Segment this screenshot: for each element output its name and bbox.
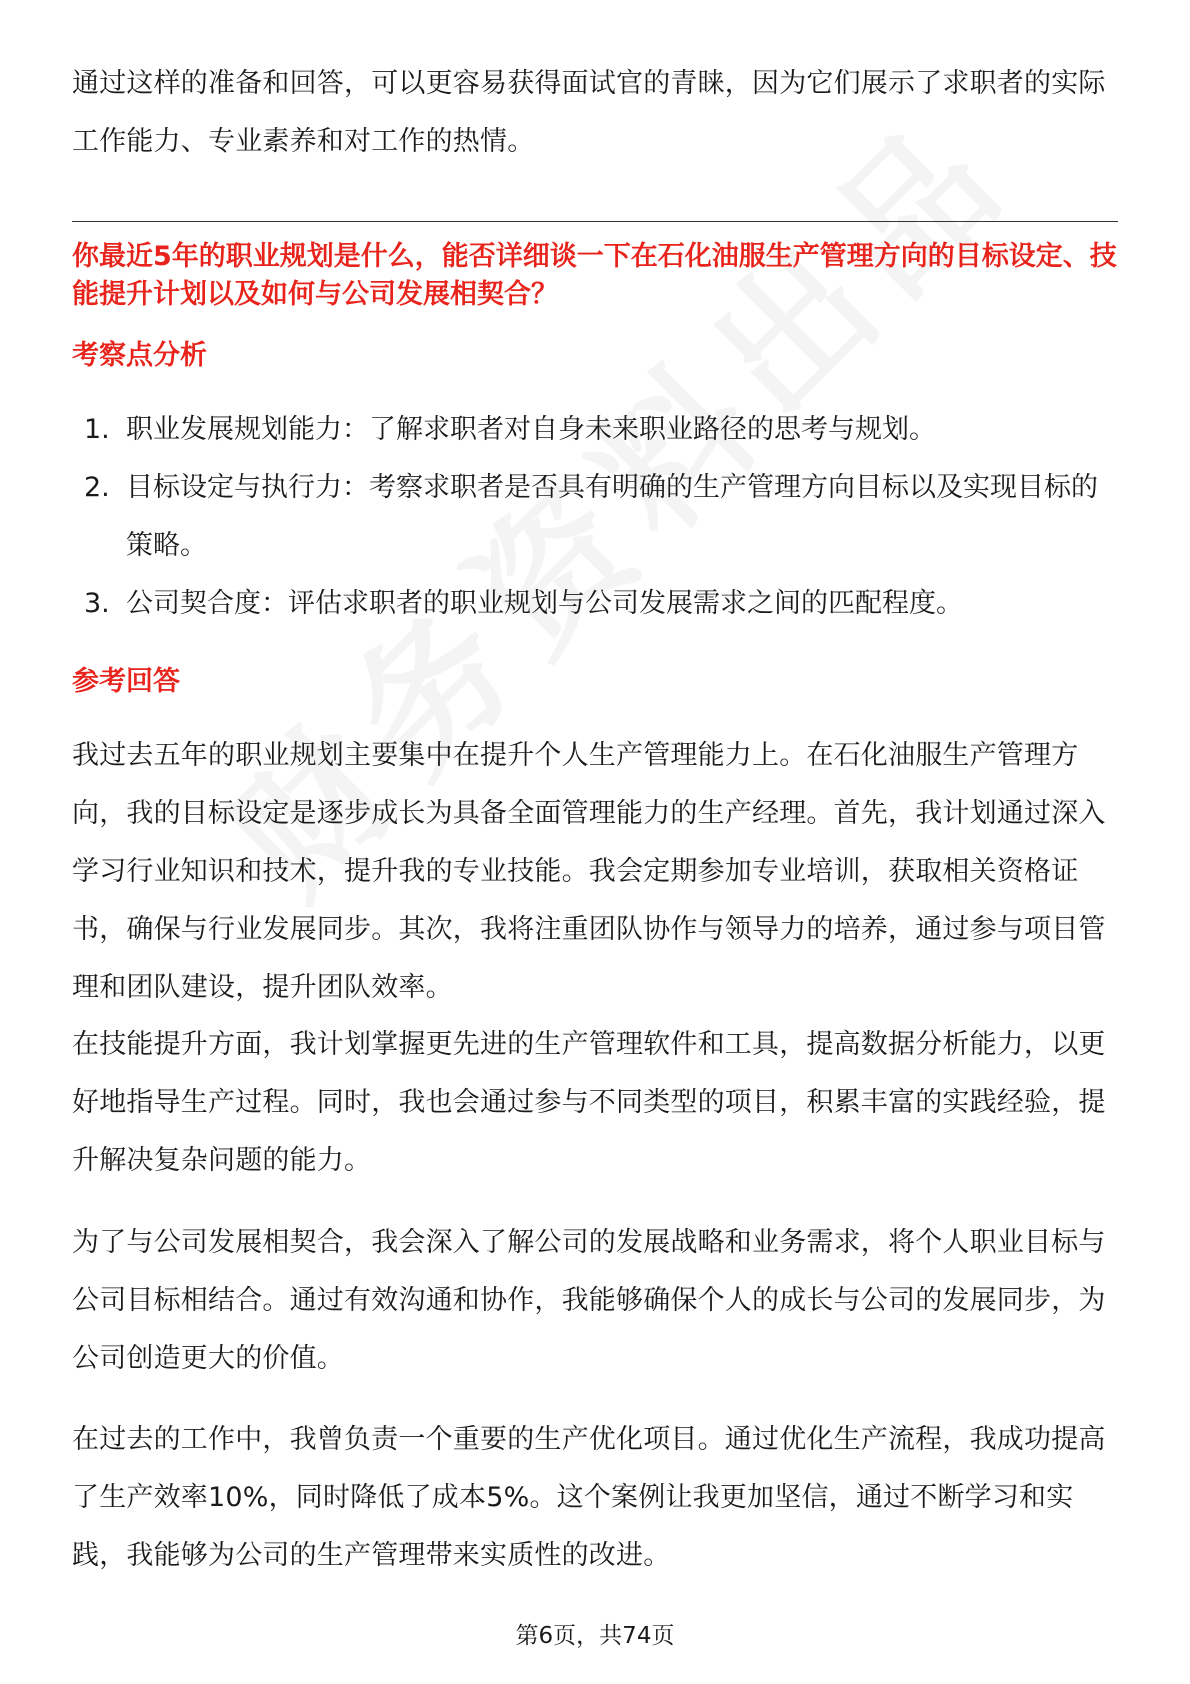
list-item-text: 职业发展规划能力：了解求职者对自身未来职业路径的思考与规划。: [126, 414, 936, 445]
analysis-title: 考察点分析: [72, 340, 207, 371]
list-item-text: 公司契合度：评估求职者的职业规划与公司发展需求之间的匹配程度。: [126, 588, 963, 619]
list-item: [72, 575, 1118, 633]
document-page: [72, 0, 1118, 1684]
section-divider: [72, 221, 1118, 222]
list-item: [72, 459, 1118, 575]
analysis-list: [72, 401, 1118, 633]
question-heading: 你最近5年的职业规划是什么，能否详细谈一下在石化油服生产管理方向的目标设定、技能提升计划以及如何与公司发展相契合？: [72, 241, 1117, 310]
answer-paragraph: 在过去的工作中，我曾负责一个重要的生产优化项目。通过优化生产流程，我成功提高了生产效率10%，同时降低了成本5%。这个案例让我更加坚信，通过不断学习和实践，我能够为公司的生产管理带来实质性的改进。: [72, 1424, 1106, 1571]
answer-paragraph: 我过去五年的职业规划主要集中在提升个人生产管理能力上。在石化油服生产管理方向，我的目标设定是逐步成长为具备全面管理能力的生产经理。首先，我计划通过深入学习行业知识和技术，提升我的专业技能。我会定期参加专业培训，获取相关资格证书，确保与行业发展同步。其次，我将注重团队协作与领导力的培养，通过参与项目管理和团队建设，提升团队效率。: [72, 740, 1106, 1003]
list-item: [72, 401, 1118, 459]
list-item-number: 2.: [84, 472, 110, 503]
list-item-text: 目标设定与执行力：考察求职者是否具有明确的生产管理方向目标以及实现目标的策略。: [126, 472, 1098, 561]
answer-title: 参考回答: [72, 666, 180, 697]
answer-paragraph: 在技能提升方面，我计划掌握更先进的生产管理软件和工具，提高数据分析能力，以更好地指导生产过程。同时，我也会通过参与不同类型的项目，积累丰富的实践经验，提升解决复杂问题的能力。: [72, 1029, 1106, 1176]
list-item-number: 3.: [84, 588, 110, 619]
list-item-number: 1.: [84, 414, 110, 445]
page-footer: 第6页，共74页: [515, 1623, 675, 1649]
intro-paragraph: 通过这样的准备和回答，可以更容易获得面试官的青睐，因为它们展示了求职者的实际工作能力、专业素养和对工作的热情。: [72, 68, 1106, 157]
answer-paragraph: 为了与公司发展相契合，我会深入了解公司的发展战略和业务需求，将个人职业目标与公司目标相结合。通过有效沟通和协作，我能够确保个人的成长与公司的发展同步，为公司创造更大的价值。: [72, 1227, 1106, 1374]
